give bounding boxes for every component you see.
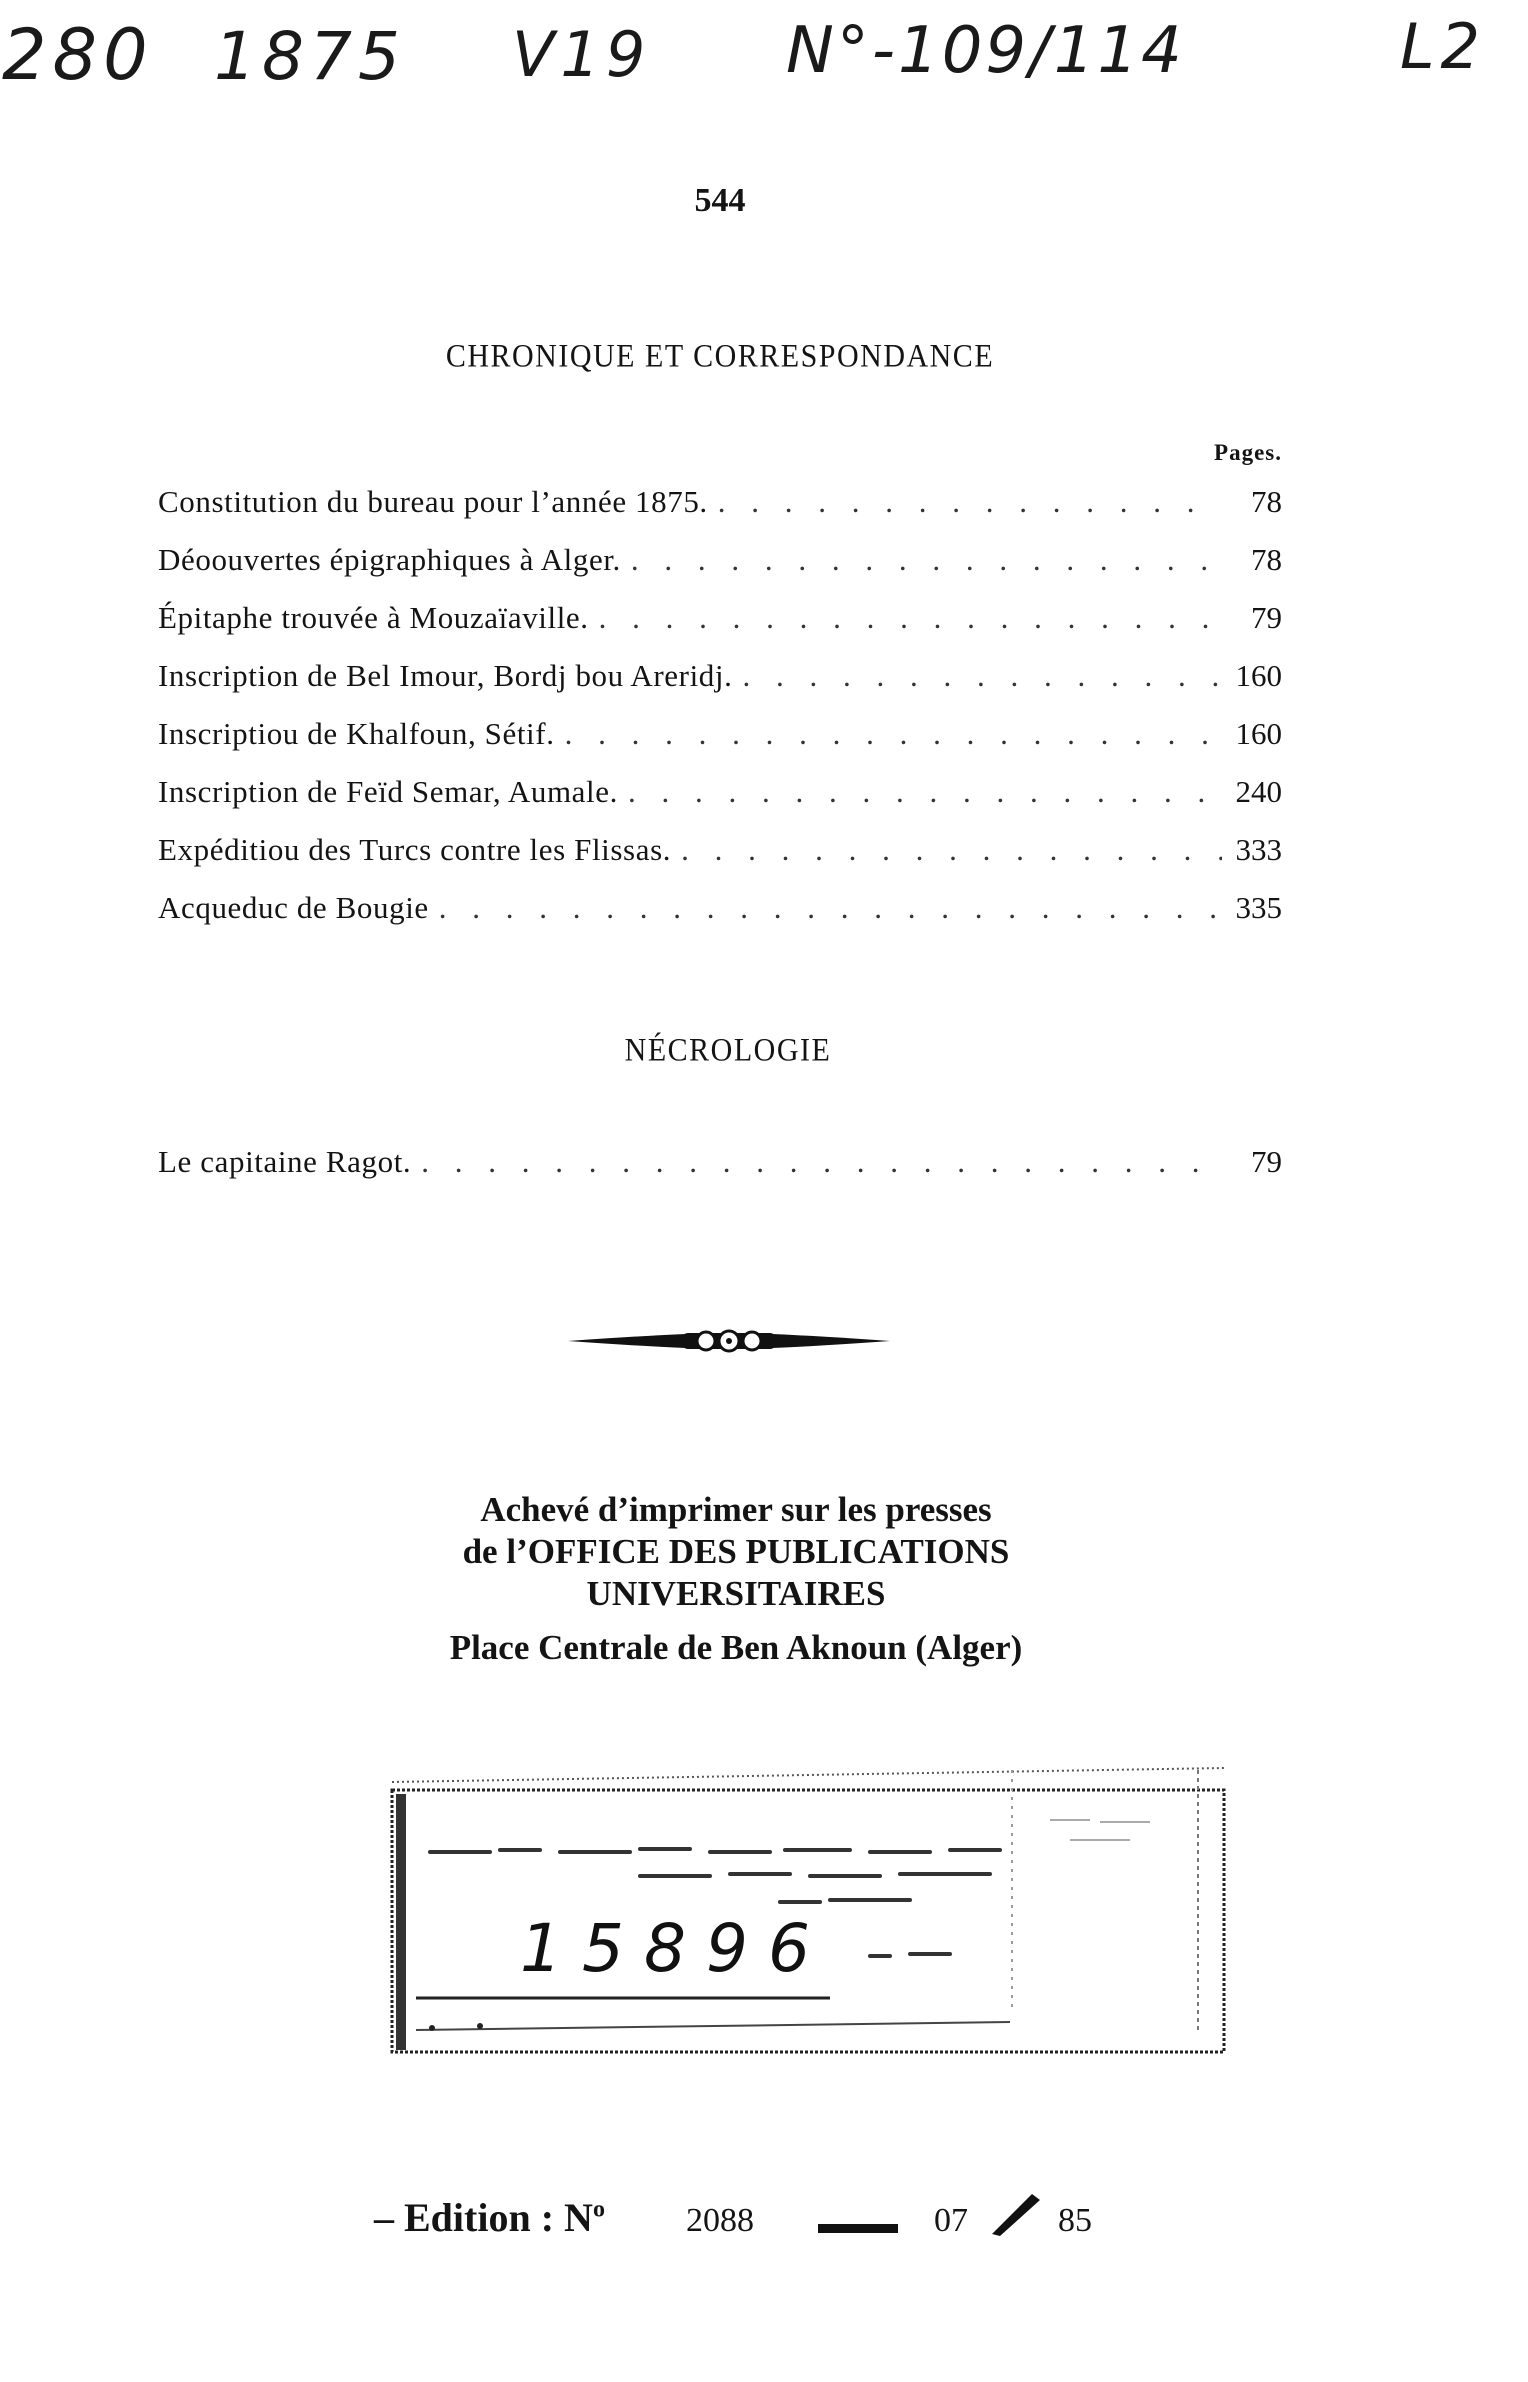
leader-dots (429, 890, 1222, 926)
leader-dots (732, 658, 1222, 694)
edition-label (374, 2194, 605, 2241)
imprint-line-4: Place Centrale de Ben Aknoun (Alger) (449, 1628, 1023, 1667)
toc-entry-page: 335 (1235, 890, 1282, 925)
edition-slash (990, 2190, 1042, 2236)
handwritten-year: 1875 (214, 18, 406, 95)
toc-entry-page: 333 (1235, 832, 1282, 867)
toc-entry-page: 78 (1251, 484, 1282, 519)
toc-entry (158, 600, 1282, 644)
edition-label-text: – Edition : N (374, 2195, 593, 2240)
handwritten-shelf-number: 280 (2, 14, 154, 96)
leader-dots (671, 832, 1222, 868)
edition-year: 85 (1058, 2202, 1092, 2239)
leader-dots (621, 542, 1222, 578)
toc-entry-page: 79 (1251, 1144, 1282, 1179)
ornament-divider (568, 1324, 890, 1358)
toc-entry-title: Acqueduc de Bougie (158, 890, 429, 925)
edition-dash (818, 2224, 898, 2233)
toc-entry (158, 774, 1282, 818)
handwritten-volume: V19 (512, 18, 652, 91)
toc-entry (158, 658, 1282, 702)
leader-dots (618, 774, 1222, 810)
stamp-number: 15896 (520, 1910, 830, 1987)
toc-entry-page: 240 (1235, 774, 1282, 809)
toc-entry-title: Inscriptiou de Khalfoun, Sétif. (158, 716, 555, 751)
page-number: 544 (694, 182, 746, 219)
leader-dots (708, 484, 1222, 520)
chronique-title: CHRONIQUE ET CORRESPONDANCE (445, 338, 995, 375)
toc-entry (158, 890, 1282, 934)
toc-entry-title: Inscription de Feïd Semar, Aumale. (158, 774, 618, 809)
leader-dots (555, 716, 1222, 752)
edition-label-sup: o (592, 2196, 605, 2223)
toc-entry-page: 160 (1235, 716, 1282, 751)
imprint-line-2: de l’OFFICE DES PUBLICATIONS (462, 1532, 1010, 1571)
toc-entry-page: 79 (1251, 600, 1282, 635)
imprint-line-3: UNIVERSITAIRES (586, 1574, 886, 1613)
handwritten-corner-mark: L2 (1400, 10, 1486, 83)
toc-entry-title: Épitaphe trouvée à Mouzaïaville. (158, 600, 589, 635)
toc-entry-page: 160 (1235, 658, 1282, 693)
leader-dots (411, 1144, 1222, 1180)
necrologie-title: NÉCROLOGIE (624, 1032, 832, 1069)
toc-entry-title: Déoouvertes épigraphiques à Alger. (158, 542, 621, 577)
leader-dots (589, 600, 1222, 636)
edition-number: 2088 (686, 2202, 754, 2239)
toc-entry (158, 1144, 1282, 1188)
imprint-line-1: Achevé d’imprimer sur les presses (480, 1490, 992, 1529)
toc-entry-title: Constitution du bureau pour l’année 1875. (158, 484, 708, 519)
toc-entry-title: Expéditiou des Turcs contre les Flissas. (158, 832, 672, 867)
toc-entry (158, 832, 1282, 876)
toc-entry-title: Le capitaine Ragot. (158, 1144, 412, 1179)
toc-entry (158, 716, 1282, 760)
pages-label: Pages. (1214, 440, 1282, 465)
toc-entry-page: 78 (1251, 542, 1282, 577)
handwritten-numbers: N°-109/114 (786, 14, 1185, 88)
toc-entry (158, 542, 1282, 586)
toc-entry (158, 484, 1282, 528)
toc-entry-title: Inscription de Bel Imour, Bordj bou Areridj. (158, 658, 733, 693)
edition-month: 07 (934, 2202, 968, 2239)
